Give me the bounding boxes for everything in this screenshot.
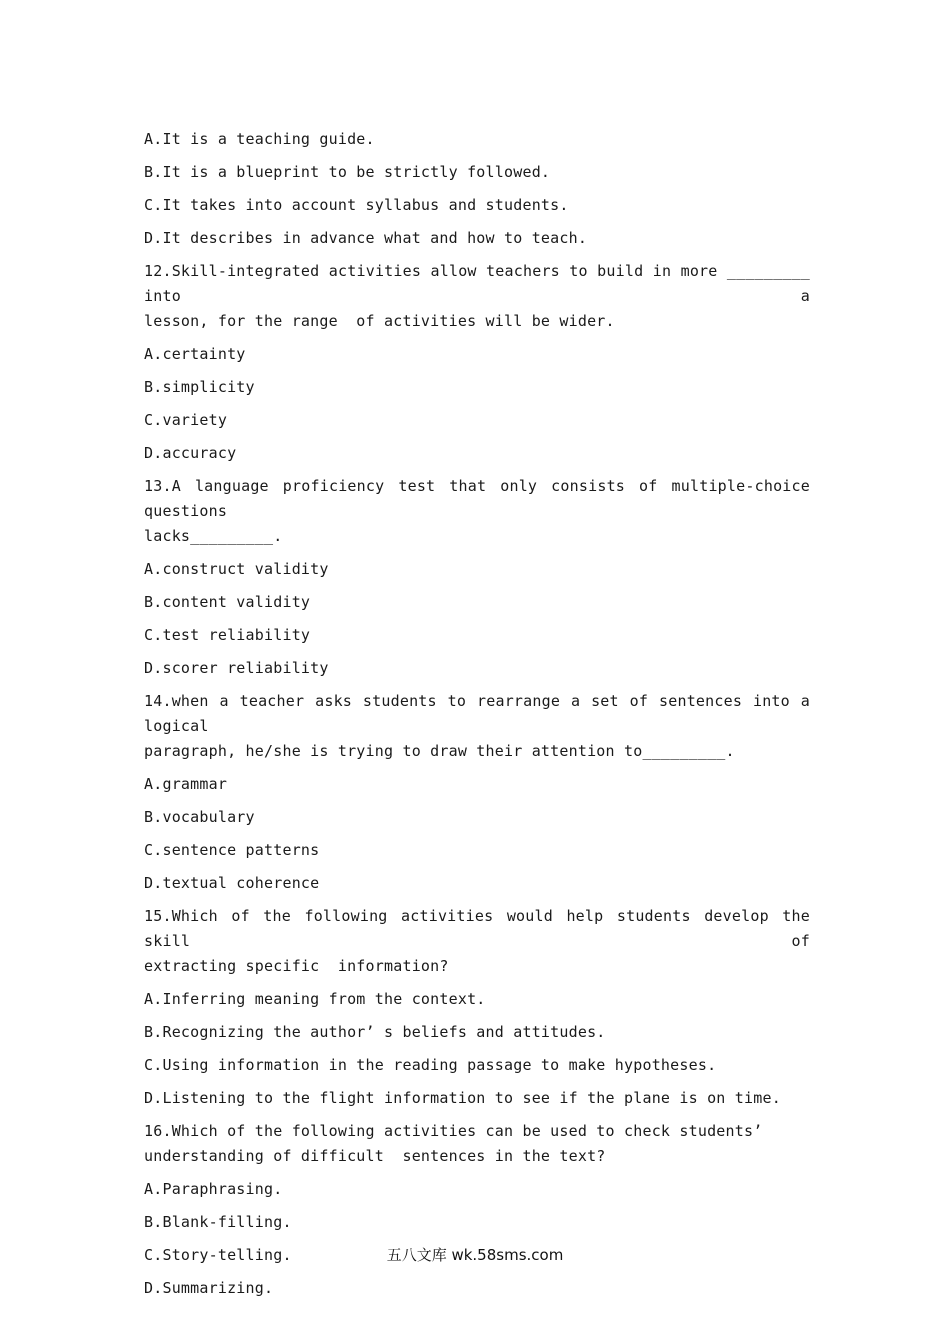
q14-option-d: D.textual coherence [144,874,320,892]
q14-option-a: A.grammar [144,775,228,793]
question-list [144,127,820,1309]
question-12-line-1: 12.Skill-integrated activities allow teachers to build in more _________ into a [144,262,820,305]
q13-option-b: B.content validity [144,593,311,611]
q13-option-d: D.scorer reliability [144,659,329,677]
question-16 [144,1119,810,1169]
option-d: D.It describes in advance what and how to teach. [144,229,588,247]
q14-option-b: B.vocabulary [144,808,255,826]
q12-option-b: B.simplicity [144,378,255,396]
q14-option-c: C.sentence patterns [144,841,320,859]
question-15-line-2: extracting specific information? [144,957,449,975]
footer-watermark: 五八文库 wk.58sms.com [386,1246,564,1264]
question-14 [144,689,820,764]
q12-option-c: C.variety [144,411,228,429]
q13-option-a: A.construct validity [144,560,329,578]
question-16-line-2: understanding of difficult sentences in the text? [144,1147,606,1165]
question-15-line-1: 15.Which of the following activities would help students develop the skill of [144,907,820,950]
question-13 [144,474,820,549]
option-c: C.It takes into account syllabus and students. [144,196,569,214]
q15-option-d: D.Listening to the flight information to see if the plane is on time. [144,1089,781,1107]
q16-option-b: B.Blank-filling. [144,1213,292,1231]
q15-option-b: B.Recognizing the author’ s beliefs and attitudes. [144,1023,606,1041]
q15-option-c: C.Using information in the reading passage to make hypotheses. [144,1056,717,1074]
q16-option-d: D.Summarizing. [144,1279,274,1297]
question-14-line-1: 14.when a teacher asks students to rearrange a set of sentences into a logical [144,692,820,735]
question-12-line-2: lesson, for the range of activities will be wider. [144,312,615,330]
q16-option-c: C.Story-telling. [144,1246,292,1264]
question-15 [144,904,820,979]
q12-option-d: D.accuracy [144,444,237,462]
question-14-line-2: paragraph, he/she is trying to draw their attention to_________. [144,742,735,760]
option-a: A.It is a teaching guide. [144,130,375,148]
q16-option-a: A.Paraphrasing. [144,1180,283,1198]
q12-option-a: A.certainty [144,345,246,363]
q13-option-c: C.test reliability [144,626,311,644]
question-13-line-1: 13.A language proficiency test that only consists of multiple-choice questions [144,477,820,520]
q15-option-a: A.Inferring meaning from the context. [144,990,486,1008]
question-12 [144,259,820,334]
question-13-line-2: lacks_________. [144,527,283,545]
option-b: B.It is a blueprint to be strictly followed. [144,163,551,181]
question-16-line-1: 16.Which of the following activities can be used to check students’ [144,1122,763,1140]
